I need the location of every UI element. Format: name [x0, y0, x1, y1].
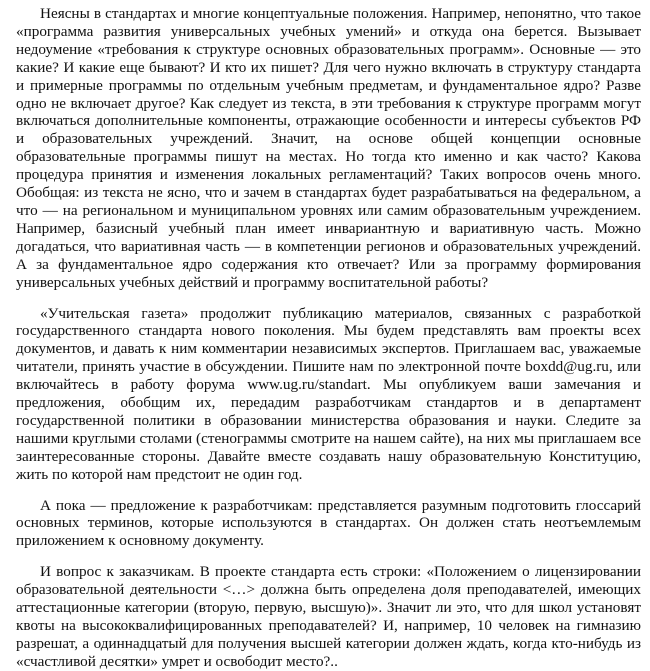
paragraph-concepts: Неясны в стандартах и многие концептуальные положения. Например, непонятно, что такое «программа развития универсальных учебных умений» и откуда она берется. Вызывает недоумение «требования к структуре основных образовательных программ». Основные — это какие? И какие еще бывают? И кто их пишет? Для чего нужно включать в структуру стандарта и примерные программы по отдельным учебным предметам, и фундаментальное ядро? Разве одно не включает другое? Как следует из текста, в эти требования к структуре программ могут включаться дополнительные компоненты, отражающие особенности и интересы субъектов РФ и образовательных учреждений. Значит, на основе общей концепции основные образовательные программы пишут на местах. Но тогда кто именно и как часто? Какова процедура принятия и изменения локальных регламентаций? Таких вопросов очень много. Обобщая: из текста не ясно, что и зачем в стандартах будет разрабатываться на федеральном, а что — на региональном и муниципальном уровнях или самим образовательным учреждением. Например, базисный учебный план имеет инвариантную и вариативную часть. Можно догадаться, что вариативная часть — в компетенции регионов и образовательных учреждений. А за фундаментальное ядро содержания кто отвечает? Или за программу формирования универсальных учебных действий и программу воспитательной работы? [16, 5, 641, 291]
paragraph-question-to-customers: И вопрос к заказчикам. В проекте стандарта есть строки: «Положением о лицензировании образовательной деятельности <…> должна быть определена доля преподавателей, имеющих аттестационные категории (вторую, первую, высшую)». Значит ли это, что для школ установят квоты на высококвалифицированных преподавателей? И, например, 10 человек на гимназию разрешат, а одиннадцатый для получения высшей категории должен ждать, когда кто-нибудь из «счастливой десятки» умрет и освободит место?.. [16, 563, 641, 670]
paragraph-newspaper-invitation: «Учительская газета» продолжит публикацию материалов, связанных с разработкой государственного стандарта нового поколения. Мы будем представлять вам проекты всех документов, и давать к ним комментарии независимых экспертов. Приглашаем вас, уважаемые читатели, принять участие в обсуждении. Пишите нам по электронной почте boxdd@ug.ru, или включайтесь в работу форума www.ug.ru/standart. Мы опубликуем ваши замечания и предложения, обобщим их, передадим разработчикам стандартов и в департамент государственной политики в образовании министерства образования и науки. Следите за нашими круглыми столами (стенограммы смотрите на нашем сайте), на них мы приглашаем все заинтересованные стороны. Давайте вместе создавать нашу образовательную Конституцию, жить по которой нам предстоит не один год. [16, 304, 641, 483]
paragraph-glossary-proposal: А пока — предложение к разработчикам: представляется разумным подготовить глоссарий основных терминов, которые используются в стандартах. Он должен стать неотъемлемым приложением к основному документу. [16, 496, 641, 550]
